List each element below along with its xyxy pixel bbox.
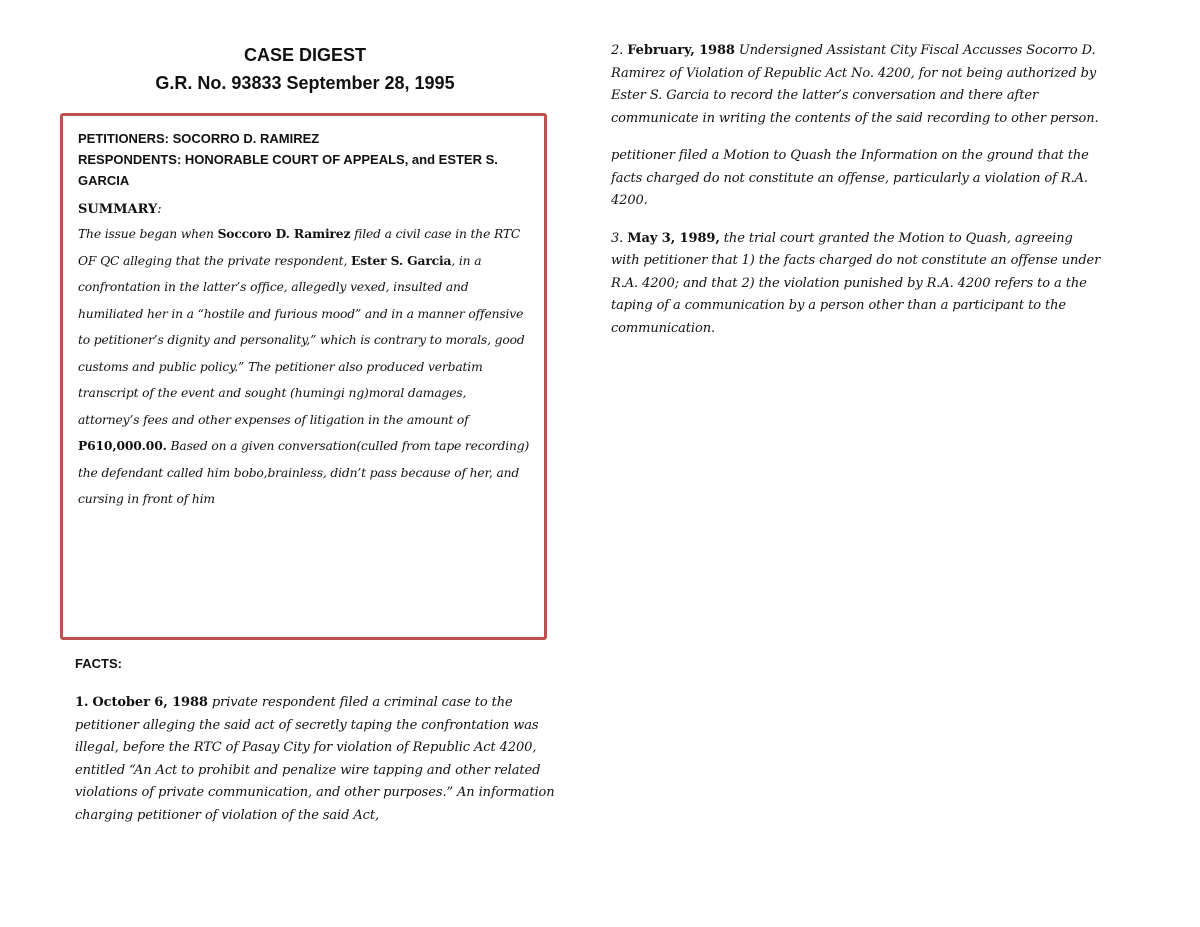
summary-heading — [78, 199, 530, 221]
case-reference: G.R. No. 93833 September 28, 1995 — [155, 73, 455, 93]
fact-3-date: May 3, 1989, — [627, 230, 720, 246]
petitioners: PETITIONERS: SOCORRO D. RAMIREZ — [78, 131, 320, 146]
summary-name-ramirez: Soccoro D. Ramirez — [217, 226, 351, 241]
summary-part-1: The issue began when — [78, 227, 218, 241]
respondents: RESPONDENTS: HONORABLE COURT OF APPEALS, and ESTER S. GARCIA — [78, 152, 498, 188]
summary-part-3: , in a confrontation in the latter’s office, allegedly vexed, insulted and humiliated her in a “hostile and furious mood” and in a manner offensive to petitioner’s dignity and personality,” which is contrary to morals, good customs and public policy.” The petitioner also produced verbatim transcript of the event and sought (humingi ng)moral damages, attorney’s fees and other expenses of litigation in the amount of — [78, 253, 525, 427]
summary-label-colon: : — [157, 202, 162, 217]
summary-text — [78, 221, 530, 513]
fact-item-motion — [611, 145, 1101, 213]
fact-2-text: Undersigned Assistant City Fiscal Accusses Socorro D. Ramirez of Violation of Republic Act No. 4200, for not being authorized by Ester S. Garcia to record the latter’s conversation and there after communicate in writing the contents of the said recording to other person. — [611, 43, 1099, 126]
summary-part-2: filed a civil case in the RTC OF QC alleging that the private respondent, — [78, 227, 521, 268]
fact-1-number: 1. — [75, 695, 89, 710]
summary-box — [60, 113, 547, 640]
fact-2-number: 2. — [611, 43, 624, 58]
fact-1-text: private respondent filed a criminal case to the petitioner alleging the said act of secretly taping the confrontation was illegal, before the RTC of Pasay City for violation of Republic Act 4200, entitled “An Act to prohibit and penalize wire tapping and other related violations of private communication, and other purposes.” An information charging petitioner of violation of the said Act, — [75, 695, 555, 823]
fact-2-date: February, 1988 — [627, 43, 735, 58]
summary-amount: P610,000.00. — [78, 438, 167, 453]
summary-name-garcia: Ester S. Garcia — [350, 252, 452, 268]
fact-1-date: October 6, 1988 — [92, 695, 208, 710]
right-column — [611, 40, 1101, 355]
document-title: CASE DIGEST — [243, 45, 367, 65]
left-column — [60, 40, 550, 98]
facts-heading: FACTS: — [75, 656, 122, 671]
fact-item-1 — [75, 692, 555, 827]
summary-label: SUMMARY — [78, 202, 158, 217]
fact-item-3 — [611, 228, 1101, 341]
summary-part-4: Based on a given conversation(culled from tape recording) the defendant called him bobo,brainless, didn’t pass because of her, and cursing in front of him — [78, 439, 530, 506]
fact-motion-text: petitioner filed a Motion to Quash the Information on the ground that the facts charged do not constitute an offense, particularly a violation of R.A. 4200. — [611, 148, 1089, 208]
fact-3-number: 3. — [611, 230, 624, 246]
fact-3-text: the trial court granted the Motion to Quash, agreeing with petitioner that 1) the facts charged do not constitute an offense under R.A. 4200; and that 2) the violation punished by R.A. 4200 refers to a the taping of a communication by a person other than a participant to the communication. — [611, 230, 1101, 336]
fact-item-2 — [611, 40, 1101, 130]
